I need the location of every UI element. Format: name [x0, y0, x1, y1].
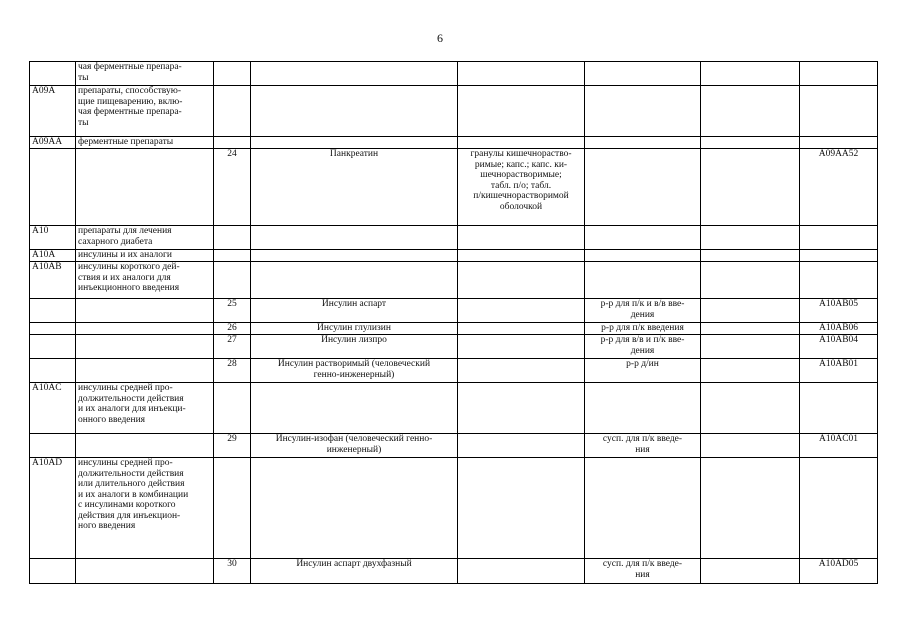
dosage-form-cell [458, 359, 585, 383]
cell-text-line: оболочкой [499, 201, 543, 212]
cell-text-line: Инсулин аспарт двухфазный [296, 559, 412, 569]
item-number-cell [214, 359, 251, 383]
drug-name-cell [251, 335, 458, 359]
cell-text-line: Инсулин глулизин [317, 323, 391, 333]
dosage-form-cell [458, 62, 585, 86]
cell-text-line: Инсулин лизпро [321, 335, 387, 345]
cell-text-line: Инсулин растворимый (человеческий [277, 359, 431, 369]
cell-text-line: 25 [227, 299, 237, 309]
atc-group-name-cell [76, 250, 214, 262]
dosage-form-cell [458, 458, 585, 559]
atc-code-cell [800, 226, 878, 250]
atc-group-code-cell [30, 299, 76, 323]
administration-cell [585, 383, 701, 434]
atc-group-name-cell [76, 226, 214, 250]
table-row [30, 86, 878, 137]
empty-cell [701, 458, 800, 559]
administration-cell [585, 62, 701, 86]
atc-code-cell [800, 262, 878, 299]
cell-text-line: A09AA [32, 137, 63, 147]
drug-name-cell [251, 559, 458, 584]
atc-group-code-cell [30, 137, 76, 149]
atc-group-name-cell [76, 62, 214, 86]
dosage-form-cell [458, 299, 585, 323]
administration-cell [585, 434, 701, 458]
atc-group-code-cell [30, 262, 76, 299]
cell-text-line: A10 [32, 226, 49, 236]
cell-text-line: ния [635, 444, 650, 455]
cell-text-line: табл. п/о; табл. [490, 180, 552, 191]
table-row [30, 250, 878, 262]
drug-name-cell [251, 62, 458, 86]
empty-cell [701, 359, 800, 383]
atc-group-code-cell [30, 335, 76, 359]
table-row [30, 359, 878, 383]
item-number-cell [214, 250, 251, 262]
drug-name-cell [251, 149, 458, 226]
cell-text-line: п/кишечнорастворимой [473, 191, 569, 201]
cell-text-line: р-р для п/к введения [601, 323, 684, 333]
atc-group-name-cell [76, 323, 214, 335]
administration-cell [585, 559, 701, 584]
drug-name-cell [251, 262, 458, 299]
cell-text-line: онного введения [78, 414, 146, 425]
empty-cell [701, 383, 800, 434]
atc-group-name-cell [76, 335, 214, 359]
drug-name-cell [251, 359, 458, 383]
empty-cell [701, 149, 800, 226]
drug-name-cell [251, 434, 458, 458]
cell-text-line: инсулины и их аналоги [78, 250, 172, 260]
cell-text-line: Инсулин аспарт [321, 299, 387, 309]
atc-code-cell [800, 137, 878, 149]
atc-code-cell [800, 62, 878, 86]
atc-group-code-cell [30, 458, 76, 559]
item-number-cell [214, 149, 251, 226]
atc-group-code-cell [30, 434, 76, 458]
atc-group-code-cell [30, 359, 76, 383]
atc-code-cell [800, 250, 878, 262]
atc-group-name-cell [76, 149, 214, 226]
atc-code-cell [800, 149, 878, 226]
table-row [30, 559, 878, 584]
cell-text-line: A10AB01 [818, 359, 859, 369]
cell-text-line: A10AB06 [818, 323, 859, 333]
cell-text-line: 26 [227, 323, 237, 333]
empty-cell [701, 226, 800, 250]
table-row [30, 335, 878, 359]
empty-cell [701, 262, 800, 299]
dosage-form-cell [458, 262, 585, 299]
item-number-cell [214, 226, 251, 250]
drug-name-cell [251, 299, 458, 323]
cell-text-line: ты [78, 72, 89, 83]
atc-group-name-cell [76, 434, 214, 458]
drug-name-cell [251, 226, 458, 250]
empty-cell [701, 323, 800, 335]
dosage-form-cell [458, 559, 585, 584]
administration-cell [585, 149, 701, 226]
cell-text-line: гранулы кишечнораство- [470, 149, 572, 159]
atc-group-code-cell [30, 383, 76, 434]
atc-group-code-cell [30, 323, 76, 335]
cell-text-line: 30 [227, 559, 237, 569]
empty-cell [701, 299, 800, 323]
drug-list-table [29, 61, 878, 584]
cell-text-line: инсулины короткого дей- [78, 262, 180, 272]
cell-text-line: чая ферментные препара- [78, 107, 182, 117]
item-number-cell [214, 299, 251, 323]
cell-text-line: ты [78, 117, 89, 128]
atc-code-cell [800, 323, 878, 335]
cell-text-line: инсулины средней про- [78, 458, 173, 468]
dosage-form-cell [458, 149, 585, 226]
cell-text-line: или длительного действия [78, 479, 185, 489]
atc-group-code-cell [30, 62, 76, 86]
cell-text-line: A10AB05 [818, 299, 859, 309]
atc-group-name-cell [76, 458, 214, 559]
dosage-form-cell [458, 137, 585, 149]
item-number-cell [214, 458, 251, 559]
drug-name-cell [251, 458, 458, 559]
cell-text-line: шечнорастворимые; [480, 170, 562, 180]
item-number-cell [214, 559, 251, 584]
empty-cell [701, 62, 800, 86]
table-row [30, 62, 878, 86]
item-number-cell [214, 383, 251, 434]
cell-text-line: чая ферментные препара- [78, 62, 182, 72]
atc-group-name-cell [76, 299, 214, 323]
cell-text-line: A10A [32, 250, 56, 260]
atc-group-name-cell [76, 137, 214, 149]
atc-code-cell [800, 335, 878, 359]
empty-cell [701, 559, 800, 584]
item-number-cell [214, 434, 251, 458]
atc-code-cell [800, 434, 878, 458]
table-row [30, 434, 878, 458]
atc-code-cell [800, 86, 878, 137]
cell-text-line: ния [635, 569, 650, 580]
administration-cell [585, 335, 701, 359]
atc-group-code-cell [30, 559, 76, 584]
cell-text-line: A10AB [32, 262, 62, 272]
cell-text-line: A10AD [32, 458, 63, 468]
cell-text-line: инъекционного введения [78, 283, 180, 293]
cell-text-line: действия для инъекцион- [78, 510, 181, 521]
administration-cell [585, 262, 701, 299]
cell-text-line: римые; капс.; капс. ки- [474, 159, 568, 170]
cell-text-line: инженерный) [326, 444, 382, 455]
cell-text-line: с инсулинами короткого [78, 500, 176, 510]
item-number-cell [214, 86, 251, 137]
administration-cell [585, 137, 701, 149]
dosage-form-cell [458, 226, 585, 250]
cell-text-line: ствия и их аналоги для [78, 272, 171, 283]
administration-cell [585, 86, 701, 137]
administration-cell [585, 323, 701, 335]
drug-name-cell [251, 323, 458, 335]
atc-code-cell [800, 383, 878, 434]
table-row [30, 383, 878, 434]
atc-group-name-cell [76, 559, 214, 584]
drug-name-cell [251, 383, 458, 434]
atc-code-cell [800, 559, 878, 584]
cell-text-line: должительности действия [78, 468, 184, 479]
dosage-form-cell [458, 250, 585, 262]
item-number-cell [214, 62, 251, 86]
administration-cell [585, 299, 701, 323]
cell-text-line: A10AC [32, 383, 62, 393]
empty-cell [701, 434, 800, 458]
cell-text-line: A09A [32, 86, 56, 96]
item-number-cell [214, 262, 251, 299]
administration-cell [585, 226, 701, 250]
cell-text-line: 28 [227, 359, 237, 369]
cell-text-line: A10AD05 [818, 559, 859, 569]
drug-name-cell [251, 137, 458, 149]
atc-code-cell [800, 299, 878, 323]
atc-group-code-cell [30, 149, 76, 226]
dosage-form-cell [458, 335, 585, 359]
cell-text-line: A09AA52 [818, 149, 859, 159]
cell-text-line: ного введения [78, 521, 136, 531]
cell-text-line: препараты, способствую- [78, 86, 181, 96]
table-row [30, 137, 878, 149]
cell-text-line: 27 [227, 335, 237, 345]
atc-code-cell [800, 359, 878, 383]
cell-text-line: р-р для в/в и п/к вве- [600, 335, 685, 345]
table-row [30, 299, 878, 323]
cell-text-line: дения [630, 345, 655, 356]
cell-text-line: инсулины средней про- [78, 383, 173, 393]
empty-cell [701, 250, 800, 262]
dosage-form-cell [458, 383, 585, 434]
cell-text-line: A10AB04 [818, 335, 859, 345]
atc-group-name-cell [76, 383, 214, 434]
table-row [30, 226, 878, 250]
cell-text-line: препараты для лечения [78, 226, 172, 236]
dosage-form-cell [458, 86, 585, 137]
atc-group-code-cell [30, 226, 76, 250]
cell-text-line: дения [630, 309, 655, 320]
item-number-cell [214, 323, 251, 335]
cell-text-line: р-р д/ин [626, 359, 659, 369]
table-row [30, 323, 878, 335]
table-row [30, 458, 878, 559]
cell-text-line: р-р для п/к и в/в вве- [600, 299, 685, 309]
cell-text-line: и их аналоги для инъекци- [78, 404, 186, 414]
empty-cell [701, 137, 800, 149]
cell-text-line: 29 [227, 434, 237, 444]
atc-group-code-cell [30, 250, 76, 262]
atc-group-name-cell [76, 262, 214, 299]
cell-text-line: сахарного диабета [78, 236, 153, 247]
cell-text-line: должительности действия [78, 393, 184, 404]
table-row [30, 149, 878, 226]
page-number: 6 [437, 31, 443, 45]
administration-cell [585, 250, 701, 262]
cell-text-line: 24 [227, 149, 237, 159]
dosage-form-cell [458, 434, 585, 458]
cell-text-line: Инсулин-изофан (человеческий генно- [275, 434, 433, 444]
item-number-cell [214, 335, 251, 359]
cell-text-line: сусп. для п/к введе- [602, 434, 683, 444]
atc-group-code-cell [30, 86, 76, 137]
cell-text-line: A10AC01 [818, 434, 859, 444]
dosage-form-cell [458, 323, 585, 335]
empty-cell [701, 335, 800, 359]
administration-cell [585, 359, 701, 383]
drug-name-cell [251, 250, 458, 262]
empty-cell [701, 86, 800, 137]
atc-group-name-cell [76, 359, 214, 383]
cell-text-line: щие пищеварению, вклю- [78, 96, 183, 107]
table-row [30, 262, 878, 299]
cell-text-line: генно-инженерный) [313, 369, 395, 380]
atc-group-name-cell [76, 86, 214, 137]
cell-text-line: и их аналоги в комбинации [78, 489, 189, 500]
cell-text-line: Панкреатин [329, 149, 379, 159]
cell-text-line: сусп. для п/к введе- [602, 559, 683, 569]
item-number-cell [214, 137, 251, 149]
cell-text-line: ферментные препараты [78, 137, 174, 147]
administration-cell [585, 458, 701, 559]
atc-code-cell [800, 458, 878, 559]
drug-name-cell [251, 86, 458, 137]
